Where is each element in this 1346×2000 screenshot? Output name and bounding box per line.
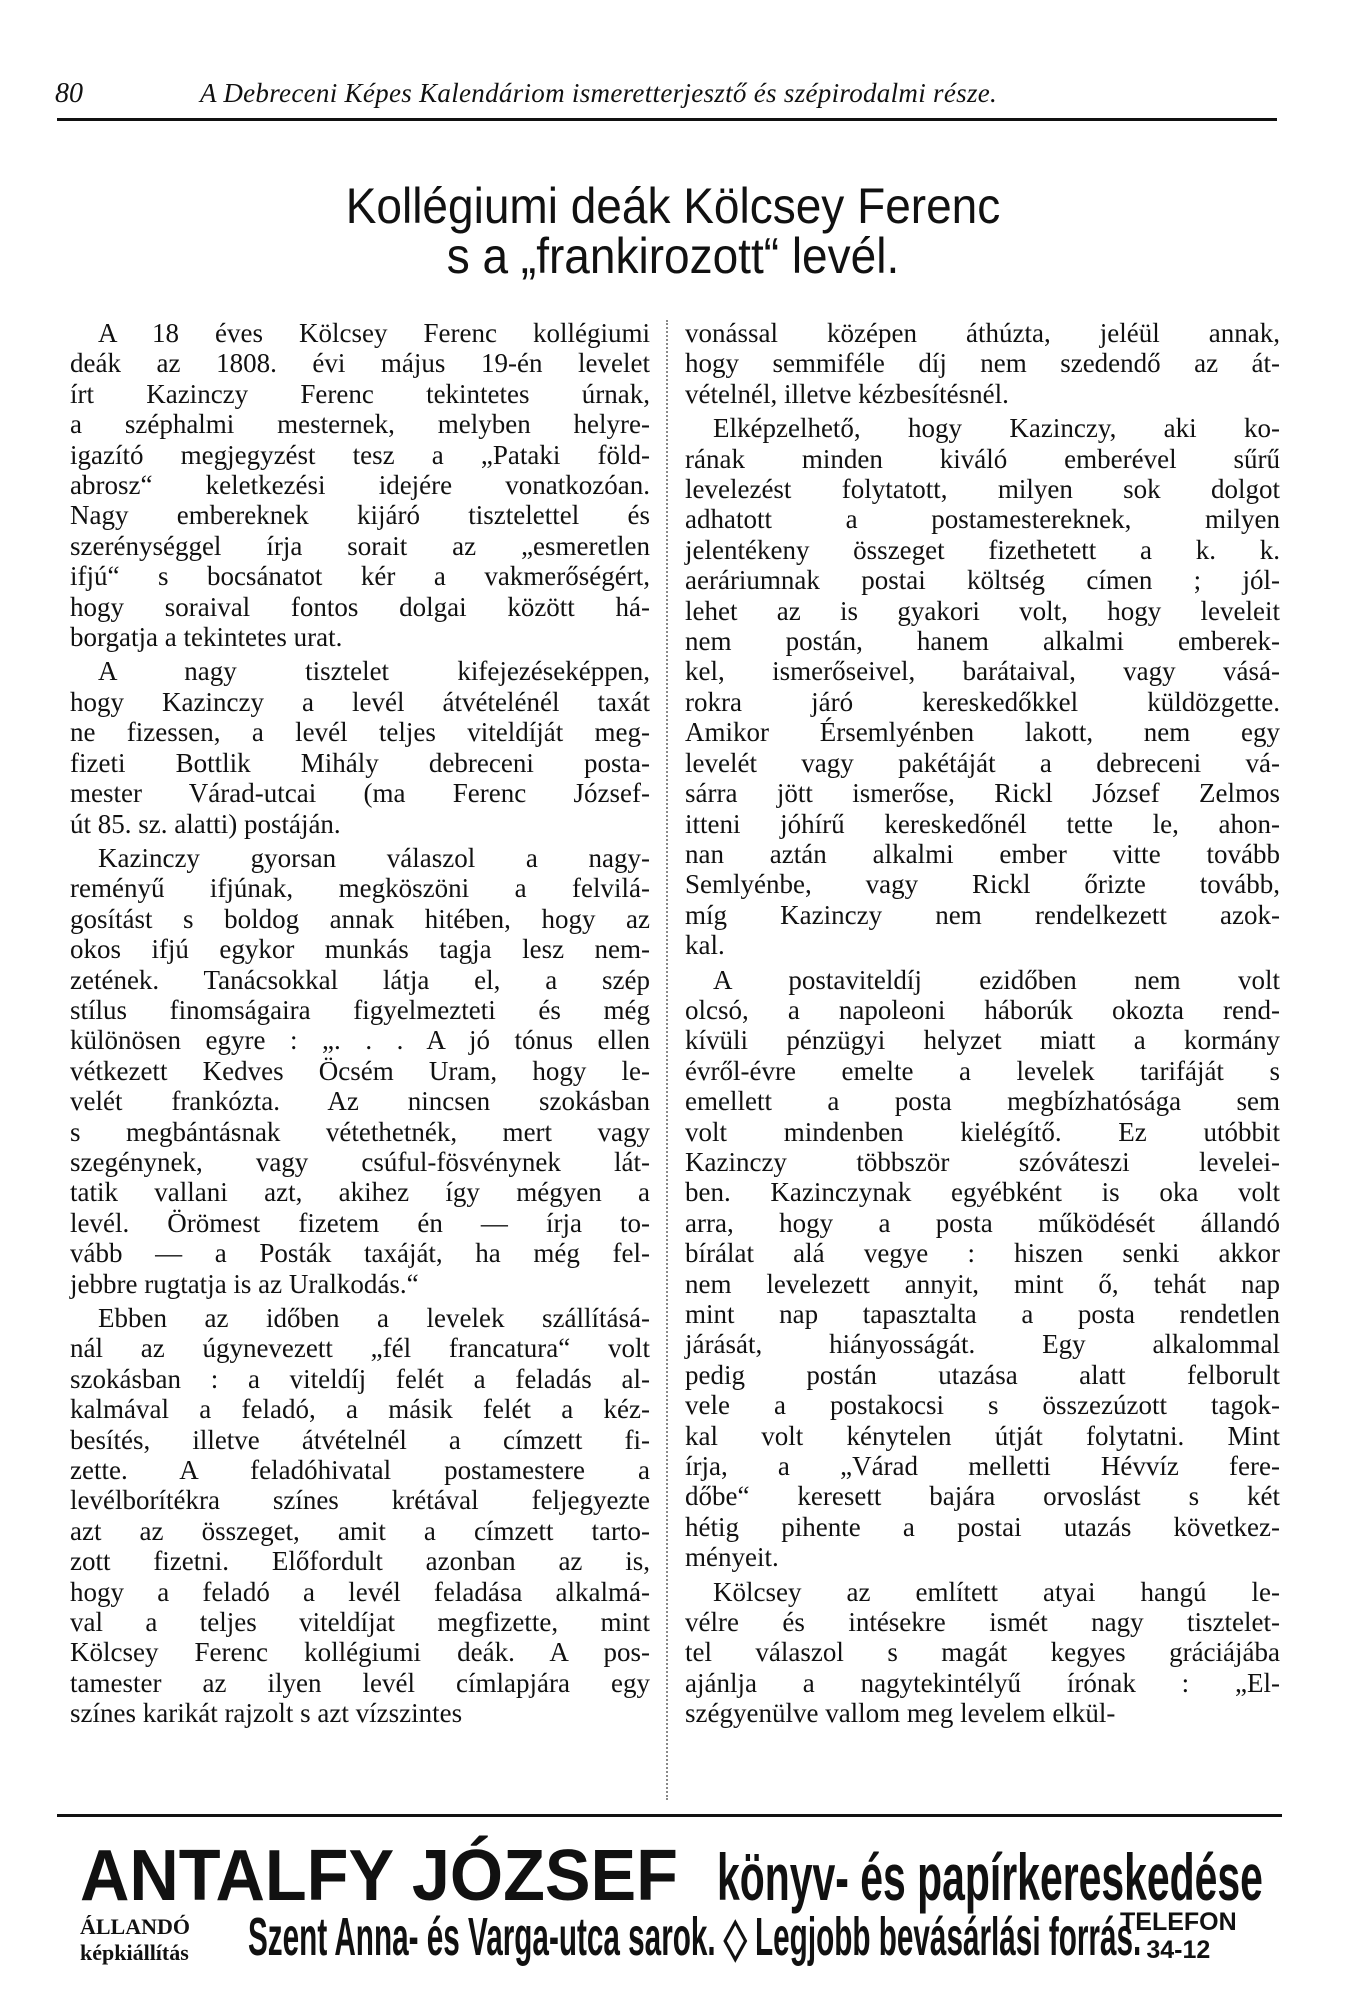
- text-line: aeráriumnak postai költség címen ; jól-: [685, 565, 1280, 596]
- paragraph: [70, 318, 650, 652]
- text-line: Ebben az időben a levelek szállításá-: [98, 1303, 650, 1333]
- paragraph: [685, 318, 1280, 409]
- text-line: levelezést folytatott, milyen sok dolgot: [685, 474, 1280, 505]
- diamond-icon: ◇: [723, 1907, 747, 1967]
- text-line: abrosz“ keletkezési idejére vonatkozóan.: [70, 470, 650, 501]
- text-line: kal.: [685, 930, 725, 961]
- text-line: borgatja a tekintetes urat.: [70, 622, 343, 653]
- text-line: levelét vagy pakétáját a debreceni vá-: [685, 747, 1280, 778]
- text-line: ményeit.: [685, 1542, 779, 1573]
- text-line: itteni jóhírű kereskedőnél tette le, ahon-: [685, 808, 1280, 839]
- text-line: emellett a posta megbízhatósága sem: [685, 1086, 1280, 1117]
- text-line: Elképzelhető, hogy Kazinczy, aki ko-: [713, 413, 1280, 444]
- paragraph: [70, 656, 650, 838]
- text-line: Kölcsey az említett atyai hangú le-: [713, 1576, 1280, 1607]
- ad-slogan: Legjobb bevásárlási forrás.: [755, 1907, 1142, 1967]
- ad-company-name: ANTALFY JÓZSEF: [80, 1836, 678, 1916]
- ad-exhibition: [80, 1914, 190, 1966]
- text-line: színes karikát rajzolt s azt vízszintes: [70, 1698, 463, 1729]
- ad-address-line: [248, 1905, 1141, 1969]
- text-line: levél. Örömest fizetem én — írja to-: [70, 1207, 650, 1238]
- text-line: A nagy tisztelet kifejezéseképpen,: [98, 656, 650, 687]
- text-line: olcsó, a napoleoni háborúk okozta rend-: [685, 994, 1280, 1025]
- text-line: vételnél, illetve kézbesítésnél.: [685, 378, 1009, 409]
- text-line: kal volt kénytelen útját folytatni. Mint: [685, 1420, 1280, 1451]
- text-line: ajánlja a nagytekintélyű írónak : „El-: [685, 1667, 1280, 1698]
- text-line: Semlyénbe, vagy Rickl őrizte tovább,: [685, 869, 1280, 900]
- text-line: val a teljes viteldíjat megfizette, mint: [70, 1607, 650, 1638]
- text-line: Amikor Érsemlyénben lakott, nem egy: [685, 717, 1280, 748]
- text-line: bírálat alá vegye : hiszen senki akkor: [685, 1238, 1280, 1269]
- ad-business: könyv- és papírkereskedése: [717, 1840, 1264, 1914]
- text-line: vétkezett Kedves Öcsém Uram, hogy le-: [70, 1055, 650, 1086]
- text-line: vele a postakocsi s összezúzott tagok-: [685, 1390, 1280, 1421]
- text-line: fizeti Bottlik Mihály debreceni posta-: [70, 747, 650, 778]
- text-line: ifjú“ s bocsánatot kér a vakmerőségért,: [70, 561, 650, 592]
- header-rule: [57, 118, 1277, 121]
- ad-small-line2: képkiállítás: [80, 1940, 189, 1965]
- text-line: azt az összeget, amit a címzett tarto-: [70, 1515, 650, 1546]
- text-line: írt Kazinczy Ferenc tekintetes úrnak,: [70, 378, 650, 409]
- text-line: hogy soraival fontos dolgai között há-: [70, 591, 650, 622]
- text-line: Kölcsey Ferenc kollégiumi deák. A pos-: [70, 1637, 650, 1668]
- text-line: kalmával a feladó, a másik felét a kéz-: [70, 1394, 650, 1425]
- text-line: rának minden kiváló emberével sűrű: [685, 443, 1280, 474]
- text-line: zott fizetni. Előfordult azonban az is,: [70, 1546, 650, 1577]
- text-line: szégyenülve vallom meg levelem elkül-: [685, 1698, 1116, 1729]
- text-line: tel válaszol s magát kegyes gráciájába: [685, 1637, 1280, 1668]
- advertisement-rule: [57, 1814, 1282, 1817]
- text-line: a széphalmi mesternek, melyben helyre-: [70, 409, 650, 440]
- text-line: vább — a Posták taxáját, ha még fel-: [70, 1238, 650, 1269]
- article-title-line2: s a „frankirozott“ levél.: [446, 228, 900, 284]
- article-title-line1: Kollégiumi deák Kölcsey Ferenc: [345, 178, 1001, 234]
- text-line: adhatott a postamestereknek, milyen: [685, 504, 1280, 535]
- paragraph: [685, 1577, 1280, 1729]
- ad-phone-number: 34-12: [1146, 1936, 1211, 1964]
- text-line: velét frankózta. Az nincsen szokásban: [70, 1086, 650, 1117]
- text-line: gosítást s boldog annak hitében, hogy az: [70, 903, 650, 934]
- text-line: ben. Kazinczynak egyébként is oka volt: [685, 1177, 1280, 1208]
- text-line: míg Kazinczy nem rendelkezett azok-: [685, 899, 1280, 930]
- text-line: nem levelezett annyit, mint ő, tehát nap: [685, 1268, 1280, 1299]
- text-line: kel, ismerőseivel, barátaival, vagy vásá-: [685, 656, 1280, 687]
- right-column: [685, 318, 1280, 1733]
- text-line: írja, a „Várad melletti Hévvíz fere-: [685, 1451, 1280, 1482]
- text-line: igazító megjegyzést tesz a „Pataki föld-: [70, 439, 650, 470]
- text-line: mester Várad-utcai (ma Ferenc József-: [70, 778, 650, 809]
- text-line: pedig postán utazása alatt felborult: [685, 1359, 1280, 1390]
- text-line: út 85. sz. alatti) postáján.: [70, 808, 341, 839]
- text-line: nan aztán alkalmi ember vitte tovább: [685, 838, 1280, 869]
- paragraph: [685, 965, 1280, 1573]
- paragraph: [70, 1303, 650, 1729]
- paragraph: [70, 843, 650, 1299]
- text-line: levélborítékra színes krétával feljegyezte: [70, 1485, 650, 1516]
- text-line: rokra járó kereskedőkkel küldözgette.: [685, 686, 1280, 717]
- text-line: hogy a feladó a levél feladása alkalmá-: [70, 1576, 650, 1607]
- text-line: hogy Kazinczy a levél átvételénél taxát: [70, 686, 650, 717]
- text-line: stílus finomságaira figyelmezteti és még: [70, 994, 650, 1025]
- text-line: nem postán, hanem alkalmi emberek-: [685, 626, 1280, 657]
- text-line: szerénységgel írja sorait az „esmeretlen: [70, 530, 650, 561]
- text-line: jelentékeny összeget fizethetett a k. k.: [685, 534, 1280, 565]
- text-line: mint nap tapasztalta a posta rendetlen: [685, 1299, 1280, 1329]
- text-line: A 18 éves Kölcsey Ferenc kollégiumi: [98, 318, 650, 348]
- text-line: lehet az is gyakori volt, hogy leveleit: [685, 595, 1280, 626]
- text-line: szokásban : a viteldíj felét a feladás al-: [70, 1363, 650, 1394]
- text-line: A postaviteldíj ezidőben nem volt: [713, 964, 1280, 995]
- paragraph: [685, 413, 1280, 960]
- ad-phone-label: TELEFON: [1120, 1908, 1237, 1936]
- text-line: Kazinczy gyorsan válaszol a nagy-: [98, 842, 650, 873]
- left-column: [70, 318, 650, 1733]
- text-line: sárra jött ismerőse, Rickl József Zelmos: [685, 778, 1280, 809]
- text-line: vélre és intésekre ismét nagy tisztelet-: [685, 1607, 1280, 1638]
- text-line: besítés, illetve átvételnél a címzett fi-: [70, 1424, 650, 1455]
- running-title: A Debreceni Képes Kalendáriom ismeretterjesztő és szépirodalmi része.: [200, 78, 998, 108]
- text-line: Kazinczy többször szóváteszi levelei-: [685, 1146, 1280, 1177]
- text-line: zetének. Tanácsokkal látja el, a szép: [70, 964, 650, 995]
- text-line: zette. A feladóhivatal postamestere a: [70, 1455, 650, 1486]
- text-line: arra, hogy a posta működését állandó: [685, 1207, 1280, 1238]
- text-line: hétig pihente a postai utazás következ-: [685, 1511, 1280, 1542]
- text-line: Nagy embereknek kijáró tisztelettel és: [70, 500, 650, 531]
- ad-headline: [80, 1838, 1346, 1915]
- text-line: ne fizessen, a levél teljes viteldíját meg-: [70, 717, 650, 748]
- text-line: deák az 1808. évi május 19-én levelet: [70, 348, 650, 379]
- text-line: évről-évre emelte a levelek tarifáját s: [685, 1055, 1280, 1086]
- text-line: különösen egyre : „. . . A jó tónus ellen: [70, 1025, 650, 1056]
- text-line: tamester az ilyen levél címlapjára egy: [70, 1667, 650, 1698]
- text-line: reményű ifjúnak, megköszöni a felvilá-: [70, 873, 650, 904]
- ad-small-line1: ÁLLANDÓ: [80, 1914, 191, 1939]
- ad-address: Szent Anna- és Varga-utca sarok.: [248, 1907, 716, 1967]
- text-line: hogy semmiféle díj nem szedendő az át-: [685, 348, 1280, 379]
- text-line: járását, hiányosságát. Egy alkalommal: [685, 1329, 1280, 1360]
- ad-phone: [1120, 1908, 1237, 1964]
- text-line: s megbántásnak vétethetnék, mert vagy: [70, 1116, 650, 1147]
- text-line: dőbe“ keresett bajára orvoslást s két: [685, 1481, 1280, 1512]
- text-line: okos ifjú egykor munkás tagja lesz nem-: [70, 934, 650, 965]
- text-line: nál az úgynevezett „fél francatura“ volt: [70, 1333, 650, 1364]
- text-line: jebbre rugtatja is az Uralkodás.“: [70, 1268, 419, 1299]
- text-line: volt mindenben kielégítő. Ez utóbbit: [685, 1116, 1280, 1147]
- text-line: kívüli pénzügyi helyzet miatt a kormány: [685, 1025, 1280, 1056]
- text-line: vonással középen áthúzta, jeléül annak,: [685, 318, 1280, 348]
- page-number: 80: [55, 78, 83, 109]
- column-divider: [666, 320, 668, 1800]
- text-line: tatik vallani azt, akihez így mégyen a: [70, 1177, 650, 1208]
- text-line: szegénynek, vagy csúful-fösvénynek lát-: [70, 1146, 650, 1177]
